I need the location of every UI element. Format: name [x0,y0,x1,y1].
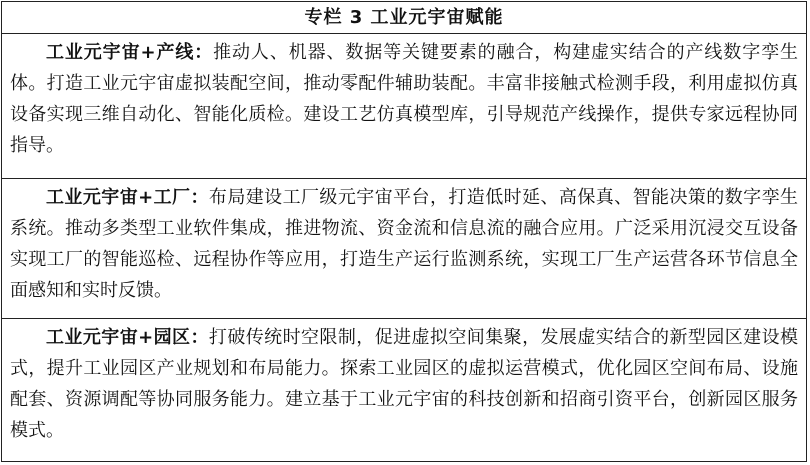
section-production-line [2,34,806,178]
section-heading: 工业元宇宙+园区： [46,327,209,348]
section-heading: 工业元宇宙+工厂： [46,187,209,208]
section-factory [2,178,806,318]
section-heading: 工业元宇宙+产线： [46,42,214,63]
section-body: 打破传统时空限制，促进虚拟空间集聚，发展虚实结合的新型园区建设模式，提升工业园区产业规划和布局能力。探索工业园区的虚拟运营模式，优化园区空间布局、设施配套、资源调配等协同服务能力。建立基于工业元宇宙的科技创新和招商引资平台，创新园区服务模式。 [10,327,798,441]
section-industrial-park [2,318,806,463]
section-body: 布局建设工厂级元宇宙平台，打造低时延、高保真、智能决策的数字孪生系统。推动多类型工业软件集成，推进物流、资金流和信息流的融合应用。广泛采用沉浸交互设备实现工厂的智能巡检、远程协作等应用，打造生产运行监测系统，实现工厂生产运营各环节信息全面感知和实时反馈。 [10,187,798,301]
section-body: 推动人、机器、数据等关键要素的融合，构建虚实结合的产线数字孪生体。打造工业元宇宙虚拟装配空间，推动零配件辅助装配。丰富非接触式检测手段，利用虚拟仿真设备实现三维自动化、智能化质检。建设工艺仿真模型库，引导规范产线操作，提供专家远程协同指导。 [10,42,798,156]
box-title: 专栏 3 工业元宇宙赋能 [2,2,806,34]
feature-box [1,1,807,462]
